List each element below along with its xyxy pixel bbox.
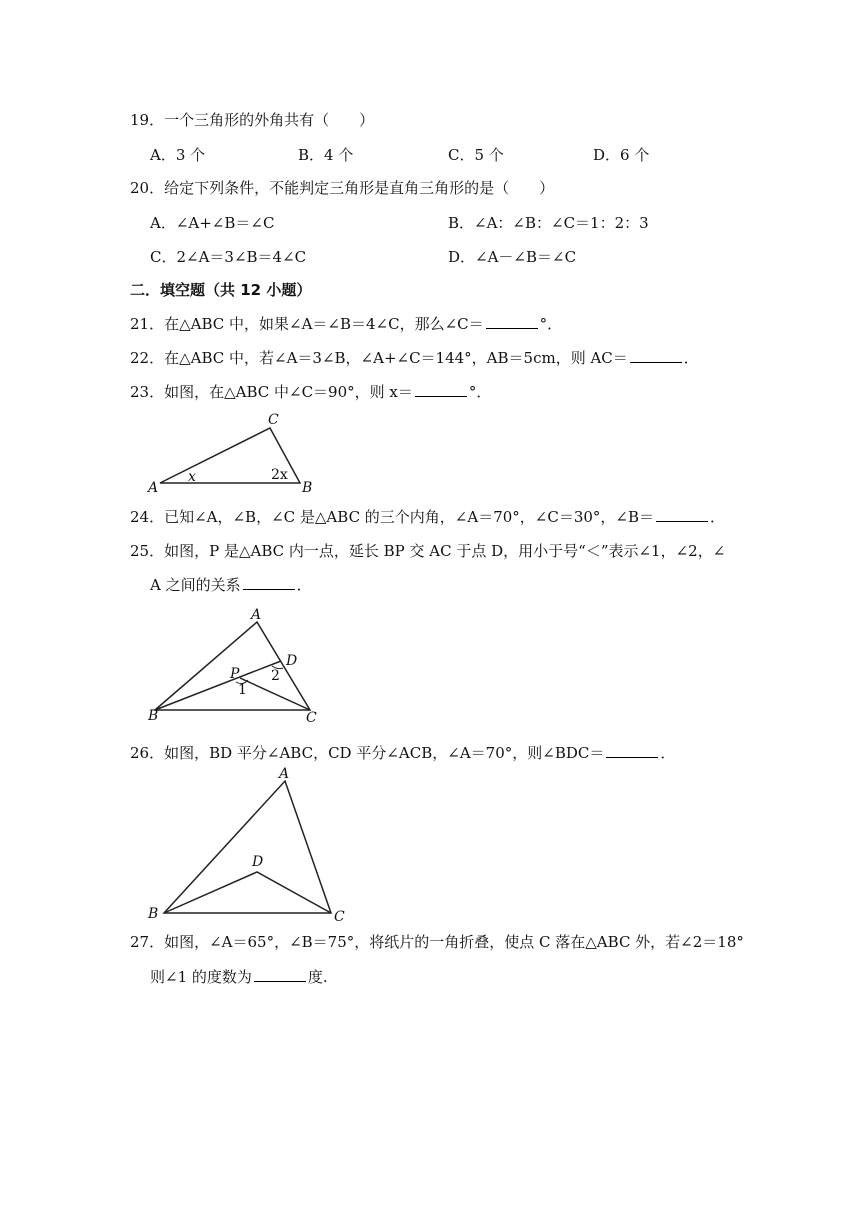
q21-text: 21．在△ABC 中，如果∠A＝∠B＝4∠C，那么∠C＝ — [130, 315, 484, 333]
q22-text: 22．在△ABC 中，若∠A＝3∠B，∠A+∠C＝144°，AB＝5cm，则 AC＝ — [130, 349, 628, 367]
q19-option-b: B．4 个 — [298, 146, 354, 164]
fig23-label-b: B — [302, 480, 313, 496]
fig25-label-a: A — [251, 607, 262, 623]
fig23-angle-2x: 2x — [271, 467, 288, 483]
q20-option-b: B．∠A：∠B：∠C＝1：2：3 — [448, 214, 649, 232]
fig23-angle-x: x — [188, 469, 196, 485]
fig25-label-p: P — [230, 666, 240, 682]
q20-option-d: D．∠A－∠B＝∠C — [448, 248, 577, 266]
fig26-label-b: B — [148, 906, 159, 922]
fig26-triangle — [164, 781, 331, 913]
q24-text: 24．已知∠A，∠B，∠C 是△ABC 的三个内角，∠A＝70°，∠C＝30°，∠B＝ — [130, 508, 655, 526]
q27-line1: 27．如图，∠A＝65°，∠B＝75°，将纸片的一角折叠，使点 C 落在△ABC 外，若∠2＝18° — [130, 933, 744, 951]
q20-option-a: A．∠A+∠B＝∠C — [150, 214, 275, 232]
q26-text: 26．如图，BD 平分∠ABC，CD 平分∠ACB，∠A＝70°，则∠BDC＝ — [130, 744, 605, 762]
q27-suffix: 度. — [307, 968, 328, 986]
fig23-label-a: A — [148, 480, 159, 496]
section-heading: 二．填空题（共 12 小题） — [130, 281, 312, 299]
fig26-label-a: A — [279, 766, 290, 782]
q25-text: A 之间的关系 — [150, 576, 241, 594]
q22-suffix: ． — [683, 349, 699, 367]
fig25-angle-2: 2 — [271, 668, 280, 684]
fig26-bisectors — [164, 872, 331, 913]
q23-text: 23．如图，在△ABC 中∠C＝90°，则 x＝ — [130, 383, 413, 401]
q20-stem: 20．给定下列条件，不能判定三角形是直角三角形的是（ ） — [130, 179, 555, 197]
q25-suffix: ． — [296, 576, 312, 594]
q19-option-c: C．5 个 — [448, 146, 504, 164]
q21-suffix: °． — [539, 315, 563, 333]
q23-suffix: °． — [468, 383, 492, 401]
fig26-label-c: C — [334, 909, 345, 925]
q27-answer-blank[interactable] — [254, 967, 306, 982]
q27-text: 则∠1 的度数为 — [150, 968, 252, 986]
q27-line2 — [150, 967, 328, 987]
q19-stem: 19．一个三角形的外角共有（ ） — [130, 111, 375, 129]
fig26-label-d: D — [252, 854, 264, 870]
q19-option-a: A．3 个 — [150, 146, 206, 164]
q24-suffix: ． — [710, 508, 726, 526]
fig25-label-d: D — [286, 653, 298, 669]
q26-suffix: ． — [660, 744, 676, 762]
q25-line1: 25．如图，P 是△ABC 内一点，延长 BP 交 AC 于点 D，用小于号“＜”表示∠1，∠2，∠ — [130, 542, 726, 560]
fig25-label-c: C — [306, 710, 317, 726]
q19-option-d: D．6 个 — [593, 146, 650, 164]
fig23-label-c: C — [268, 412, 279, 428]
fig25-label-b: B — [148, 708, 159, 724]
q20-option-c: C．2∠A＝3∠B＝4∠C — [150, 248, 307, 266]
fig25-angle-1: 1 — [238, 682, 247, 698]
